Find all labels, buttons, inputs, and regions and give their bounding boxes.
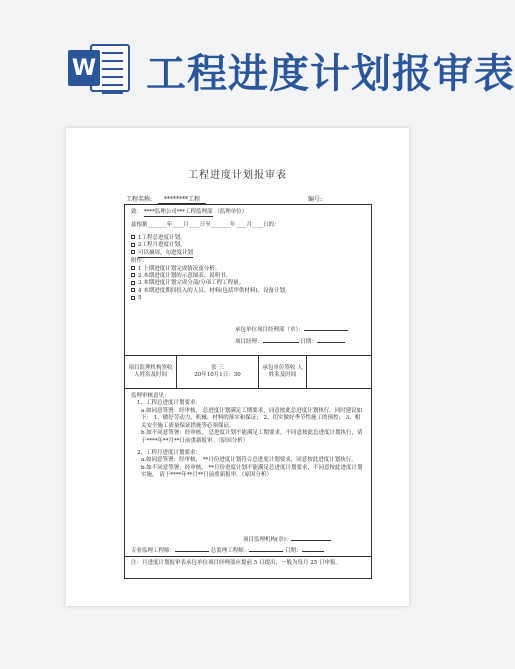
form-table bbox=[124, 204, 372, 579]
review-2b: b.如不同意签署：经审核， **月份进度计划不能满足总进度计划要求，不同意按此进度计划实施， 请于****年**月**日前重新报审。（原因分析） bbox=[141, 464, 363, 479]
project-label: 工程名称: bbox=[126, 196, 153, 203]
banner-title: 工程进度计划报审表 bbox=[146, 51, 515, 97]
doc-title: 工程进度计划报审表 bbox=[188, 170, 287, 181]
contractor-recv-value bbox=[307, 356, 371, 388]
contractor-sign-label: 承包单位项目经理部（章）： bbox=[235, 327, 304, 333]
meta-line bbox=[126, 194, 322, 204]
checkbox[interactable] bbox=[131, 288, 135, 292]
receipt-row bbox=[125, 355, 371, 388]
engineer-label: 专业监理工程师： bbox=[131, 548, 176, 554]
date-label: 日期： bbox=[300, 339, 317, 345]
checkbox[interactable] bbox=[131, 281, 135, 285]
checkbox[interactable] bbox=[131, 250, 135, 254]
chief-label: 总监理工程师： bbox=[210, 548, 250, 554]
date2-label: 日期： bbox=[285, 548, 302, 554]
review-section: 监理审核意见： 1、工程总进度计划要求： a.如同意签署：经审核， 总进度计划满足工期要求，同意按此总进度计划执行。同时建议如下： 1、做好劳动力、机械、材料的落实和保证； 2、切实做好季节性施工的预控； 3、相关安全施工质量保证措施等必须保证。 b.如不同意签署：经审核， 总进度计划不能满足工期要求，不同意按此总进度计划执行，请于****年**月**日前重新报审。（原因分析） 2、工程月进度计划要求： a.如同意签署：经审核， **月份进度计划符合总进度计划要求，同意按此进度计划执行。 b.如不同意签署：经审核， **月份进度计划不能满足总进度计划要求，不同意按此进度计划实施， 请于****年**月**日前重新报审。（原因分析） 项目监理机构(章)： 专业监理工程师： 总监理工程师： 日期： bbox=[125, 388, 371, 556]
checkbox[interactable] bbox=[131, 235, 135, 239]
word-icon: W bbox=[68, 40, 132, 96]
supervision-sign-label: 项目监理机构(章)： bbox=[243, 537, 292, 543]
review-title: 监理审核意见： bbox=[131, 393, 170, 399]
document-banner bbox=[0, 0, 515, 118]
checkbox[interactable] bbox=[131, 273, 135, 277]
project-value: ********工程 bbox=[158, 194, 206, 204]
recv-name: 张 三 bbox=[211, 364, 224, 371]
number-label: 编号: bbox=[308, 196, 323, 203]
to-value: ****监理公司***工程监理部 bbox=[144, 209, 213, 217]
checkbox[interactable] bbox=[131, 296, 135, 300]
review-1a: a.如同意签署：经审核， 总进度计划满足工期要求，同意按此总进度计划执行。同时建议如下： 1、做好劳动力、机械、材料的落实和保证； 2、切实做好季节性施工的预控； 3、相关安全施工质量保证措施等必须保证。 bbox=[141, 407, 363, 429]
checkbox[interactable] bbox=[131, 266, 135, 270]
intro-line: 兹根据_______年____月____日至_______年____月____日的： bbox=[131, 222, 280, 229]
contractor-recv-label: 承包单位签收 人姓名及时间 bbox=[259, 356, 307, 388]
recv-label: 项目监理机构签收人姓名及时间 bbox=[125, 356, 177, 388]
recv-time: 20年10月1日：30 bbox=[194, 372, 241, 378]
checkbox[interactable] bbox=[131, 243, 135, 247]
pm-label: 项目经理： bbox=[235, 339, 263, 345]
attachment-label: 附件： bbox=[131, 258, 148, 265]
review-1b: b.如不同意签署：经审核， 总进度计划不能满足工期要求，不同意按此总进度计划执行，请于****年**月**日前重新报审。（原因分析） bbox=[141, 430, 363, 444]
review-2a: a.如同意签署：经审核， **月份进度计划符合总进度计划要求，同意按此进度计划执行。 bbox=[141, 457, 357, 464]
submission-section: 致： ****监理公司***工程监理部 （监理单位） 兹根据_______年____月____日至_______年____月____日的： 1工程总进度计划。 2工程月进度计划。 可以摘周、旬进度计划 附件： 1 上期进度计划完成情况及分析。 2 本期进度计划的示意图表、说明书。 3 本期进度计划完成分部/分项工程工程量。 4 本期进度期间投入的人员、材料(包括甲供材料)、设备计划。 5 承包单位项目经理部（章）： 项目经理： 日期： bbox=[125, 205, 371, 355]
note-section: 注：月进度计划报审表承包单位项目经理部应提前 5 日提出，一般为每月 25 日申报。 bbox=[125, 556, 371, 580]
document-page bbox=[66, 128, 409, 606]
